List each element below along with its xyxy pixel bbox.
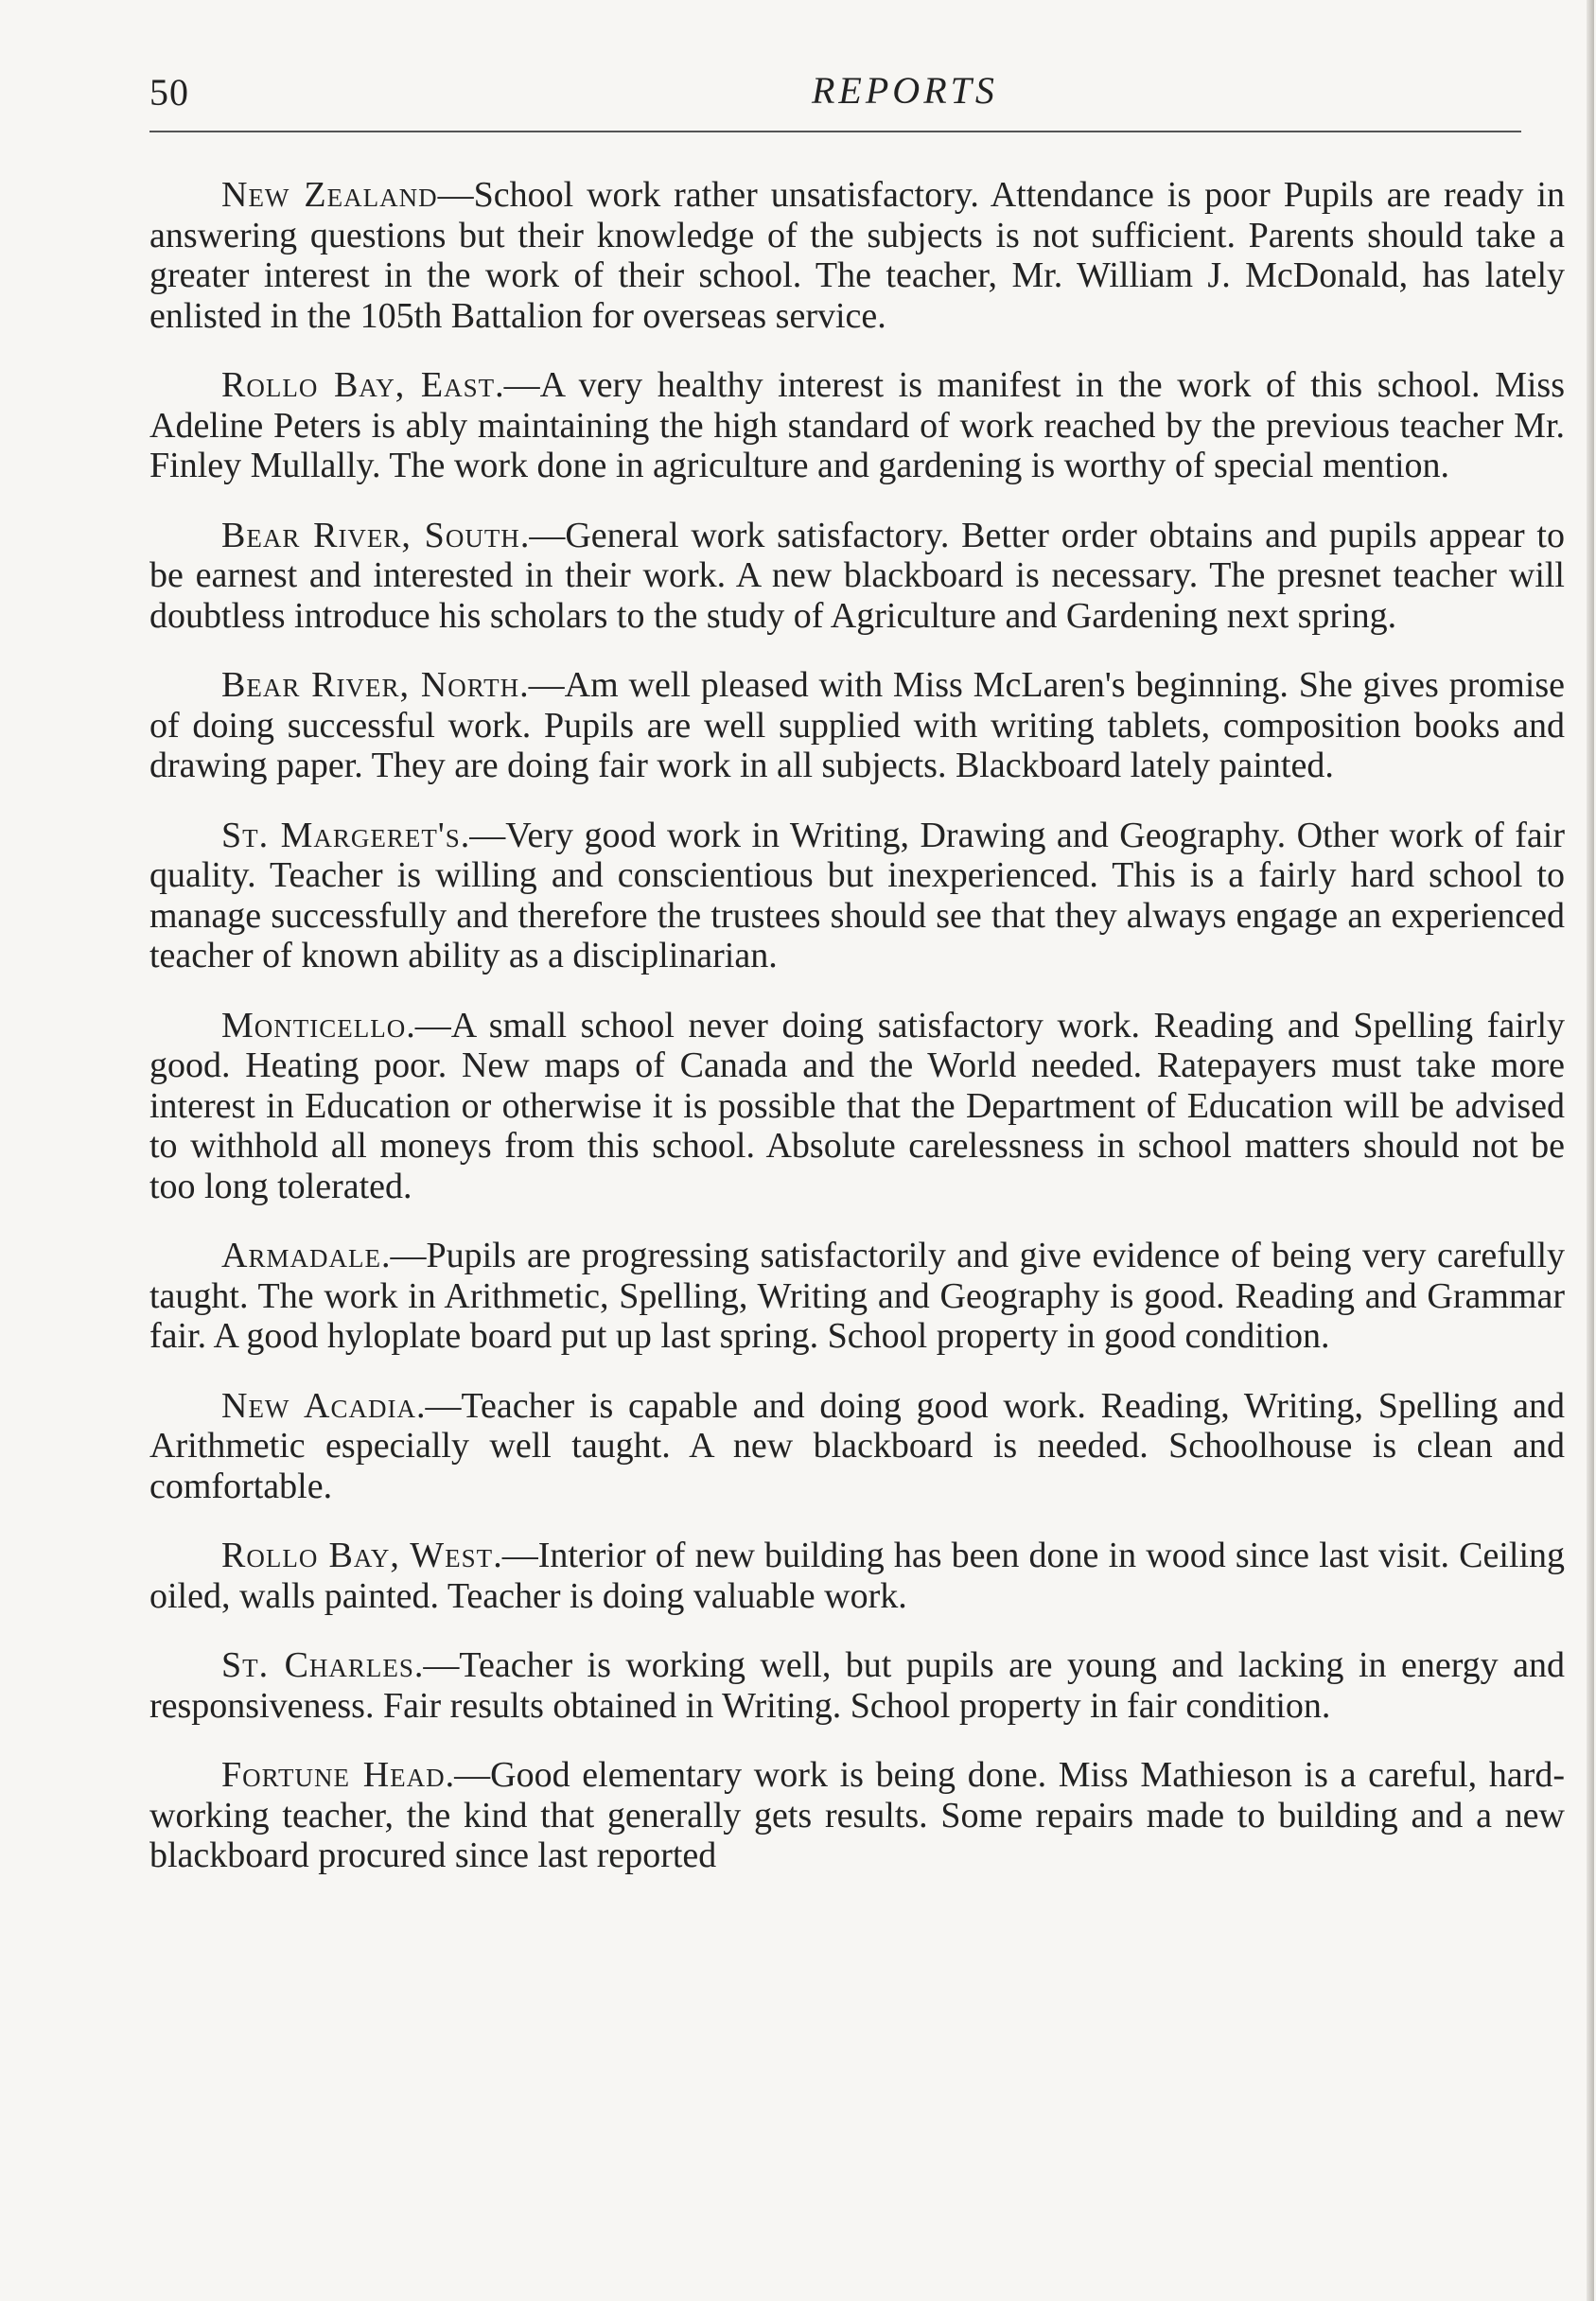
report-entry-new-acadia	[149, 1386, 1565, 1507]
running-head: REPORTS	[812, 69, 998, 112]
report-text: .—A very healthy interest is manifest in the work of this school. Miss Adeline Peters is ably maintaining the high standard of work reached by the previous teacher Mr. Finley Mullally. The work done in agriculture and gardening is worthy of special mention.	[149, 365, 1565, 485]
report-entry-bear-river-north	[149, 665, 1565, 786]
report-entry-monticello	[149, 1006, 1565, 1207]
report-text: .—Teacher is capable and doing good work. Reading, Writing, Spelling and Arithmetic especially well taught. A new blackboard is needed. Schoolhouse is clean and comfortable.	[149, 1385, 1565, 1506]
report-entry-rollo-bay-west	[149, 1536, 1565, 1616]
report-entry-rollo-bay-east	[149, 365, 1565, 486]
report-text: .—Very good work in Writing, Drawing and Geography. Other work of fair quality. Teacher is willing and conscientious but inexperienced. This is a fairly hard school to manage successfully and therefore the trustees should see that they always engage an experienced teacher of known ability as a disciplinarian.	[149, 815, 1565, 975]
report-entry-new-zealand	[149, 175, 1565, 336]
school-name: St. Margeret's	[221, 815, 461, 855]
school-name: Rollo Bay, West	[221, 1536, 494, 1575]
report-text: .—Good elementary work is being done. Miss Mathieson is a careful, hard-working teacher, the kind that generally gets results. Some repairs made to building and a new blackboard procured since last reported	[149, 1755, 1565, 1875]
school-name: Bear River, North	[221, 665, 520, 705]
report-body	[149, 175, 1565, 1906]
report-text: .—A small school never doing satisfactory work. Reading and Spelling fairly good. Heating poor. New maps of Canada and the World needed. Ratepayers must take more interest in Education or otherwise it is possible that the Department of Education will be advised to withhold all moneys from this school. Absolute carelessness in school matters should not be too long tolerated.	[149, 1005, 1565, 1206]
header-rule	[149, 131, 1521, 132]
report-entry-st-charles	[149, 1645, 1565, 1726]
report-entry-bear-river-south	[149, 516, 1565, 637]
school-name: Fortune Head	[221, 1755, 446, 1795]
report-entry-st-margerets	[149, 816, 1565, 976]
school-name: Bear River, South	[221, 515, 520, 555]
school-name: New Zealand	[221, 175, 438, 215]
report-text: .—General work satisfactory. Better order obtains and pupils appear to be earnest and interested in their work. A new blackboard is necessary. The presnet teacher will doubtless introduce his scholars to the study of Agriculture and Gardening next spring.	[149, 515, 1565, 636]
school-name: New Acadia	[221, 1385, 416, 1426]
report-text: .—Pupils are progressing satisfactorily and give evidence of being very carefully taught. The work in Arithmetic, Spelling, Writing and Geography is good. Reading and Grammar fair. A good hyloplate board put up last spring. School property in good condition.	[149, 1236, 1565, 1356]
page-edge-shadow	[1587, 0, 1594, 2301]
school-name: Rollo Bay, East	[221, 365, 496, 405]
school-name: Armadale	[221, 1236, 381, 1275]
report-text: .—Teacher is working well, but pupils are young and lacking in energy and responsiveness. Fair results obtained in Writing. School property in fair condition.	[149, 1645, 1565, 1726]
report-text: .—Interior of new building has been done in wood since last visit. Ceiling oiled, walls painted. Teacher is doing valuable work.	[149, 1536, 1566, 1616]
school-name: St. Charles	[221, 1645, 414, 1685]
report-text: .—Am well pleased with Miss McLaren's beginning. She gives promise of doing successful work. Pupils are well supplied with writing tablets, composition books and drawing paper. They are doing fair work in all subjects. Blackboard lately painted.	[149, 665, 1565, 785]
report-text: —School work rather unsatisfactory. Attendance is poor Pupils are ready in answering questions but their knowledge of the subjects is not sufficient. Parents should take a greater interest in the work of their school. The teacher, Mr. William J. McDonald, has lately enlisted in the 105th Battalion for overseas service.	[149, 175, 1565, 336]
school-name: Monticello	[221, 1005, 407, 1045]
report-entry-armadale	[149, 1236, 1565, 1357]
page-header	[149, 64, 1569, 140]
report-entry-fortune-head	[149, 1755, 1565, 1876]
page-number: 50	[149, 71, 189, 114]
